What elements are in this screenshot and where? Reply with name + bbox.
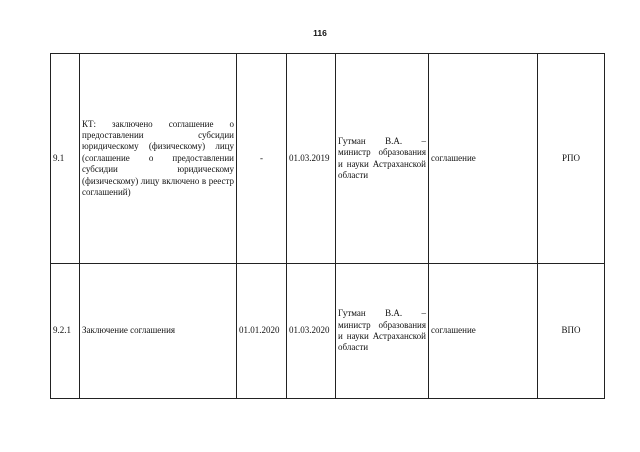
control-level: ВПО — [538, 264, 605, 399]
result-document: соглашение — [429, 264, 538, 399]
event-name: Заключение соглашения — [80, 264, 237, 399]
control-level: РПО — [538, 54, 605, 264]
responsible-person: Гутман В.А. – министр образования и науки Астраханской области — [336, 54, 429, 264]
end-date: 01.03.2020 — [287, 264, 336, 399]
page-number: 116 — [313, 28, 327, 38]
responsible-person: Гутман В.А. – министр образования и науки Астраханской области — [336, 264, 429, 399]
start-date: 01.01.2020 — [237, 264, 287, 399]
table-row — [51, 264, 605, 399]
row-number: 9.2.1 — [51, 264, 80, 399]
start-date: - — [237, 54, 287, 264]
end-date: 01.03.2019 — [287, 54, 336, 264]
event-name: КТ: заключено соглашение о предоставлении субсидии юридическому (физическому) лицу (соглашение о предоставлении субсидии юридическому (физическому) лицу включено в реестр соглашений) — [80, 54, 237, 264]
row-number: 9.1 — [51, 54, 80, 264]
table-row — [51, 54, 605, 264]
plan-table — [50, 53, 605, 399]
result-document: соглашение — [429, 54, 538, 264]
